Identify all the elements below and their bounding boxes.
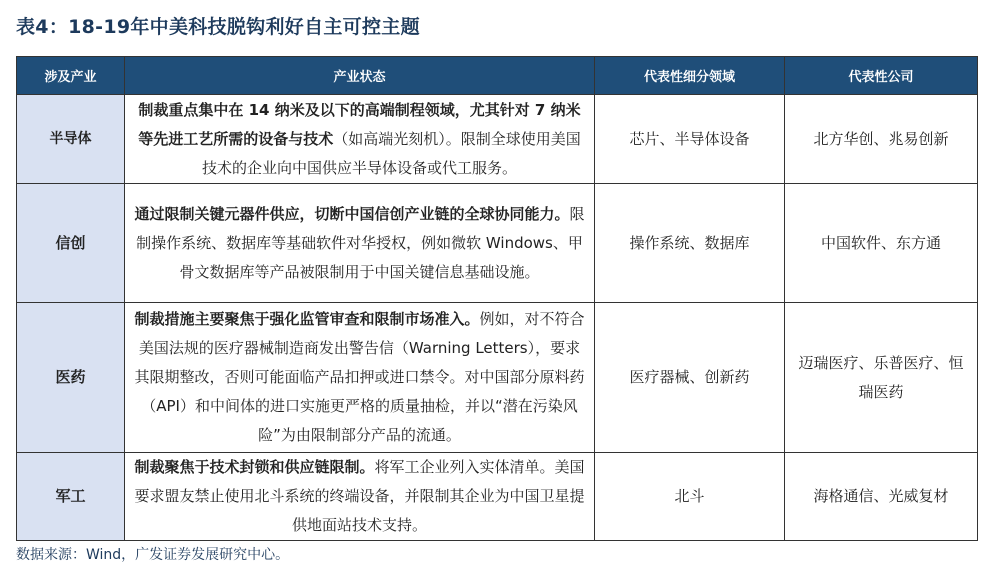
status-bold: 制裁措施主要聚焦于强化监管审查和限制市场准入。	[134, 310, 480, 328]
industry-cell: 信创	[17, 184, 125, 303]
source-note: 数据来源：Wind，广发证券发展研究中心。	[16, 547, 290, 563]
status-text: 限制操作系统、数据库等基础软件对华授权，例如微软 Windows、甲骨文数据库等产品被限制用于中国关键信息基础设施。	[136, 204, 585, 281]
status-cell	[125, 303, 595, 453]
header-companies: 代表性公司	[785, 57, 978, 95]
companies-cell: 迈瑞医疗、乐普医疗、恒瑞医药	[785, 303, 978, 453]
status-cell	[125, 95, 595, 184]
table-row	[17, 303, 978, 453]
header-row	[17, 57, 978, 95]
companies-cell: 北方华创、兆易创新	[785, 95, 978, 184]
segments-cell: 医疗器械、创新药	[595, 303, 785, 453]
header-industry: 涉及产业	[17, 57, 125, 95]
table-row	[17, 453, 978, 541]
industry-cell: 医药	[17, 303, 125, 453]
segments-cell: 北斗	[595, 453, 785, 541]
status-cell	[125, 184, 595, 303]
table-row	[17, 95, 978, 184]
companies-cell: 中国软件、东方通	[785, 184, 978, 303]
status-bold: 制裁重点集中在 14 纳米及以下的高端制程领域，尤其针对 7 纳米等先进工艺所需的设备与技术	[138, 100, 581, 148]
data-table	[16, 56, 978, 541]
segments-cell: 操作系统、数据库	[595, 184, 785, 303]
table-row	[17, 184, 978, 303]
header-status: 产业状态	[125, 57, 595, 95]
status-bold: 制裁聚焦于技术封锁和供应链限制。	[134, 458, 375, 476]
header-segments: 代表性细分领域	[595, 57, 785, 95]
industry-cell: 军工	[17, 453, 125, 541]
status-text: （如高端光刻机）。限制全球使用美国技术的企业向中国供应半导体设备或代工服务。	[201, 129, 581, 177]
table-title: 表4：18-19年中美科技脱钩利好自主可控主题	[16, 16, 420, 38]
status-text: 例如，对不符合美国法规的医疗器械制造商发出警告信（Warning Letters），要求其限期整改，否则可能面临产品扣押或进口禁令。对中国部分原料药（API）和中间体的进口实施更严格的质量抽检，并以“潜在污染风险”为由限制部分产品的流通。	[134, 310, 585, 444]
status-cell	[125, 453, 595, 541]
industry-cell: 半导体	[17, 95, 125, 184]
companies-cell: 海格通信、光威复材	[785, 453, 978, 541]
status-text: 将军工企业列入实体清单。美国要求盟友禁止使用北斗系统的终端设备，并限制其企业为中国卫星提供地面站技术支持。	[134, 458, 585, 534]
segments-cell: 芯片、半导体设备	[595, 95, 785, 184]
status-bold: 通过限制关键元器件供应，切断中国信创产业链的全球协同能力。	[134, 204, 570, 223]
